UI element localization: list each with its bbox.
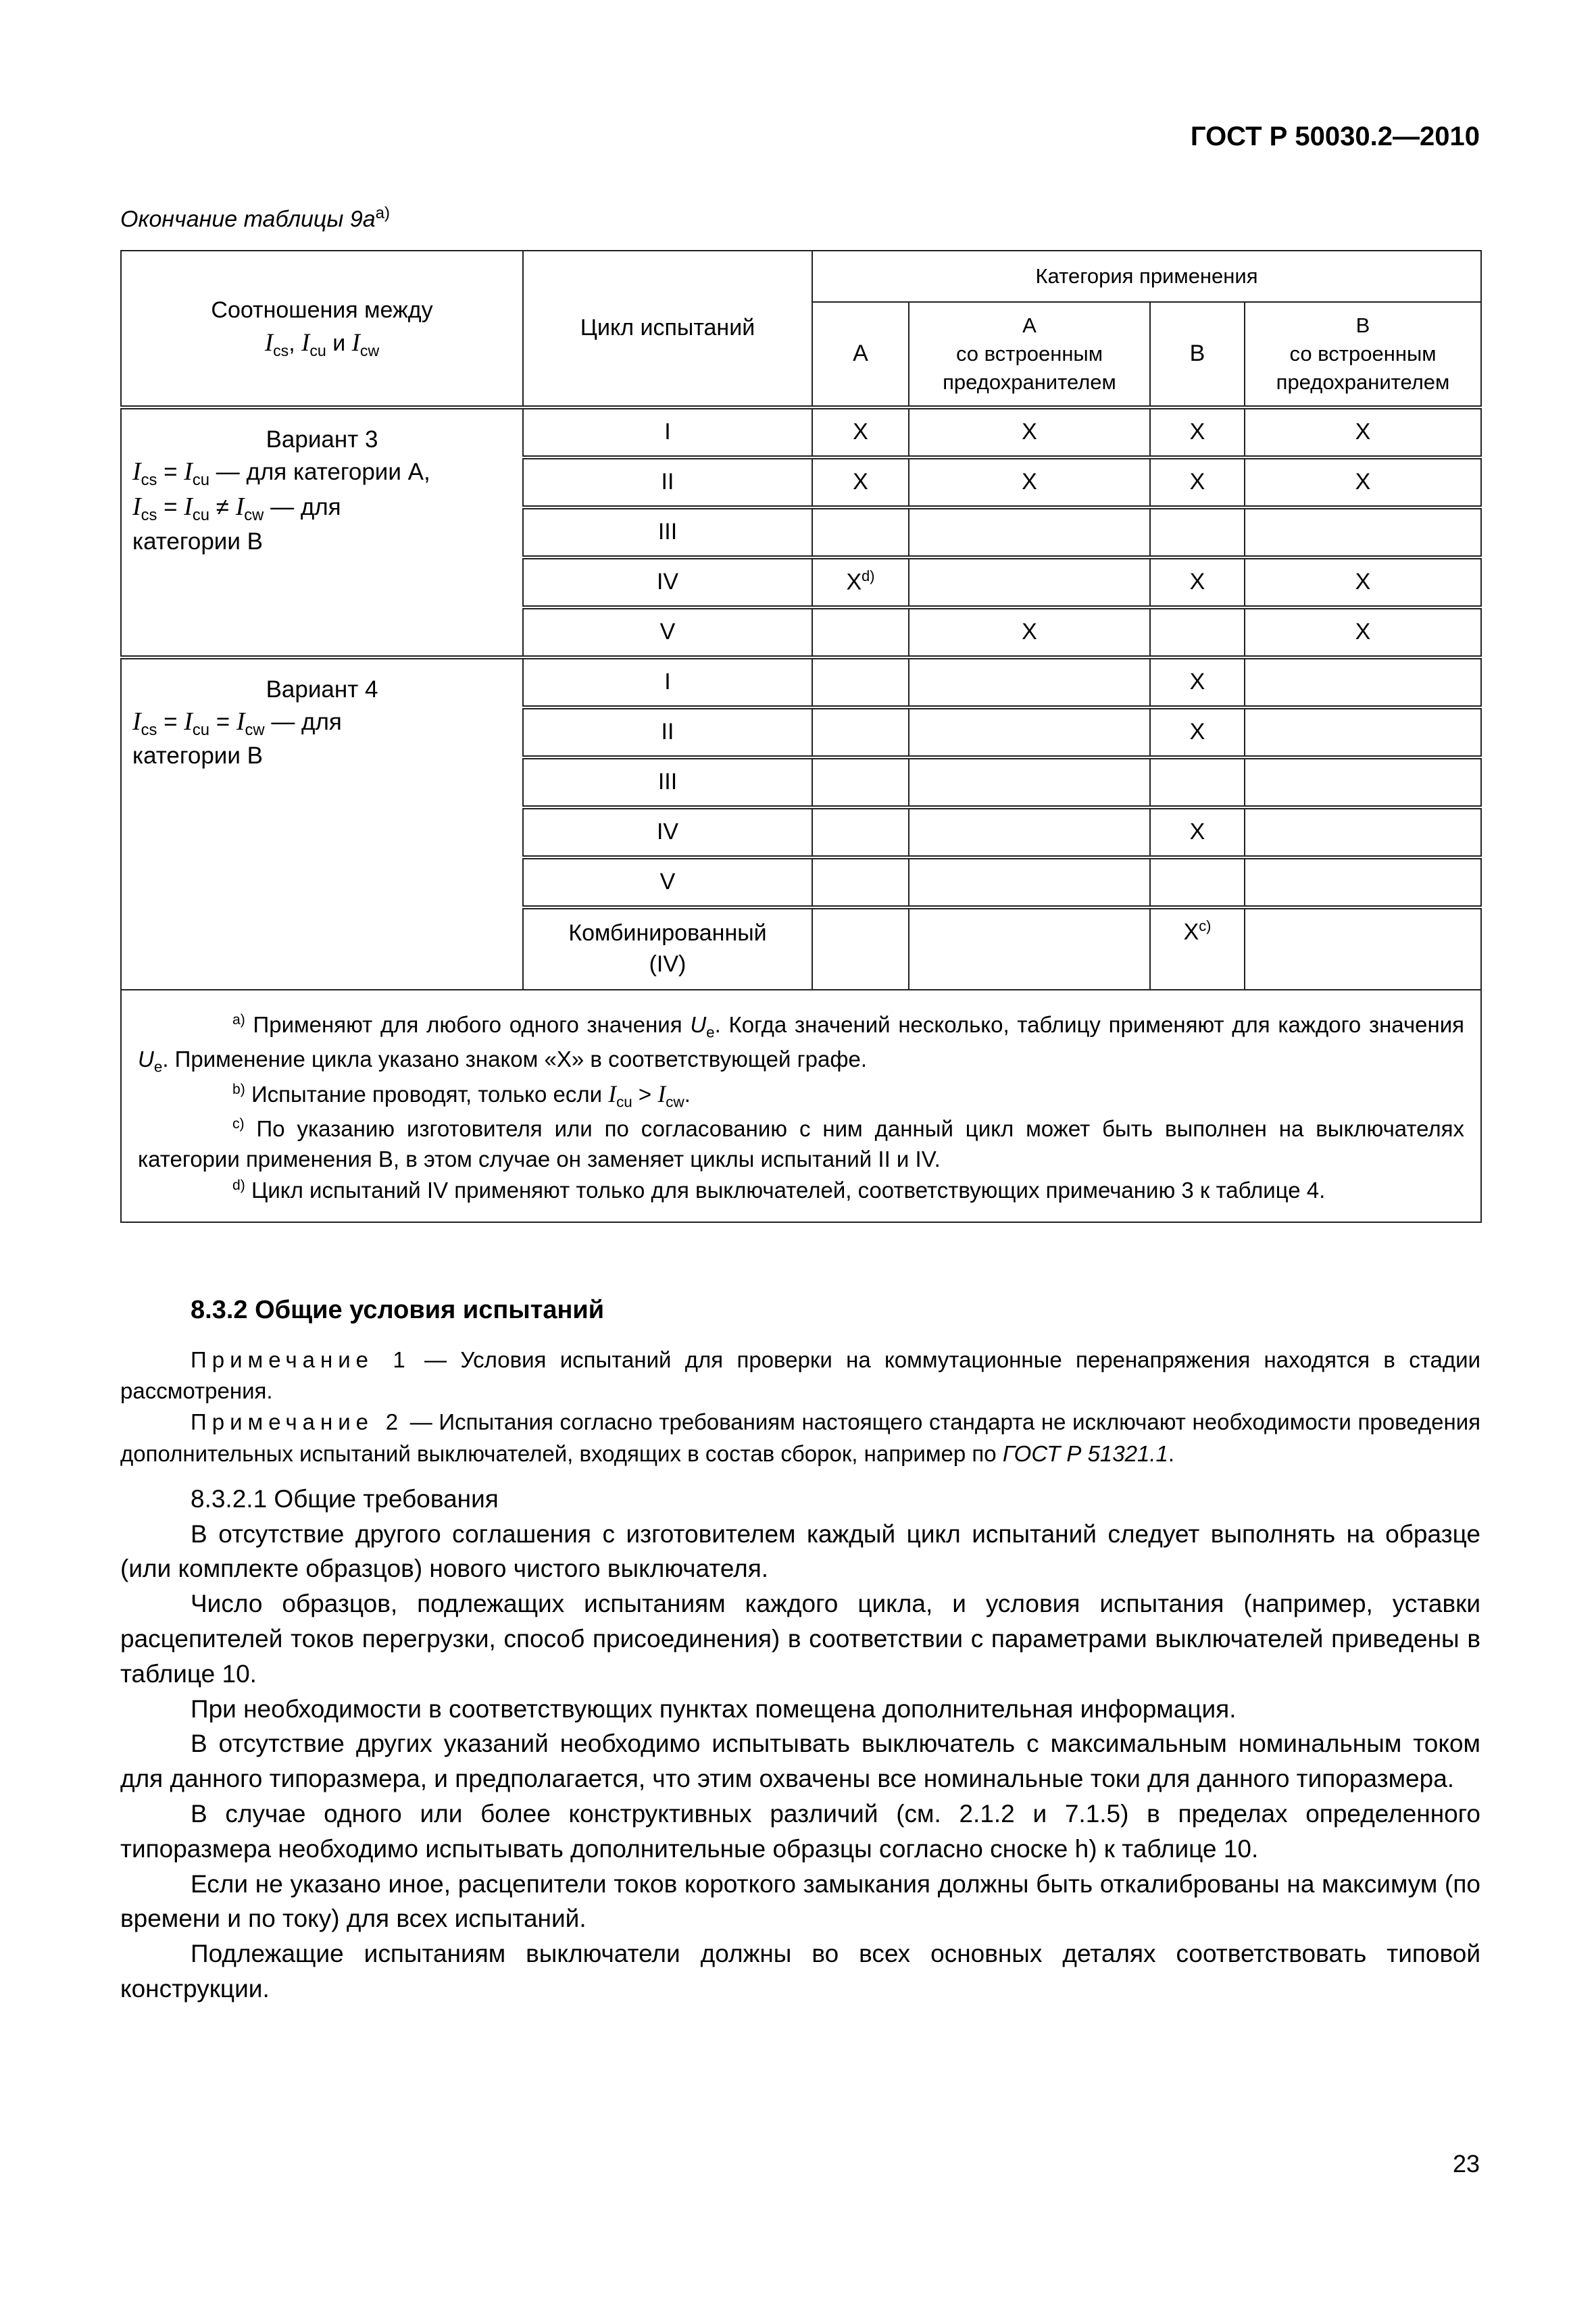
footnote-a: $^{a)}$ Применяют для любого одного значения $U_e$. Когда значений несколько, таблицу применяют для каждого значения $U_e$. Применение цикла указано знаком «X» в соответствующей графе. <box>138 1012 1465 1076</box>
table-row: V <box>121 857 1481 907</box>
variant-3-group <box>121 407 1481 657</box>
variant-4-group <box>121 657 1481 990</box>
table-row: V X X <box>121 607 1481 657</box>
document-header: ГОСТ Р 50030.2—2010 <box>1190 122 1480 151</box>
category-header: Категория применения <box>812 251 1481 302</box>
footnote-b: $^{b)}$ Испытание проводят, только если $I_{cu} > I_{cw}$. <box>232 1080 691 1111</box>
test-cycles-table <box>120 250 1482 1223</box>
section-title: 8.3.2 Общие условия испытаний <box>191 1296 605 1324</box>
footnote-c: $^{c)}$ По указанию изготовителя или по согласованию с ним данный цикл может быть выполнен на выключателях категории применения В, в этом случае он заменяет циклы испытаний II и IV. <box>138 1115 1465 1172</box>
table-row: Комбинированный (IV) $X^{c)}$ <box>121 907 1481 990</box>
variant-3-condition: Вариант 3 $I_{cs} = I_{cu}$ — для категории А, $I_{cs} = I_{cu} \ne I_{cw}$ — для категории В <box>121 407 523 657</box>
page-number: 23 <box>1452 2150 1480 2178</box>
paragraph: В отсутствие другого соглашения с изготовителем каждый цикл испытаний следует выполнять на образце (или комплекте образцов) нового чистого выключателя. <box>120 1519 1480 1583</box>
paragraph: В отсутствие других указаний необходимо испытывать выключатель с максимальным номинальным током для данного типоразмера, и предполагается, что этим охвачены все номинальные токи для данного типоразмера. <box>120 1730 1480 1793</box>
paragraph: Число образцов, подлежащих испытаниям каждого цикла, и условия испытания (например, уставки расцепителей токов перегрузки, способ присоединения) в соответствии с параметрами выключателей приведены в таблице 10. <box>120 1590 1480 1688</box>
note-1: Примечание 1 — Условия испытаний для проверки на коммутационные перенапряжения находятся в стадии рассмотрения. <box>120 1347 1480 1404</box>
section-body <box>120 1344 1480 2007</box>
variant-4-condition: Вариант 4 $I_{cs} = I_{cu} = I_{cw}$ — для категории В <box>121 657 523 990</box>
subsection-title: 8.3.2.1 Общие требования <box>191 1484 499 1513</box>
table-row: II X <box>121 707 1481 757</box>
category-a-fused-header: А со встроенным предохранителем <box>909 302 1150 407</box>
paragraph: В случае одного или более конструктивных различий (см. 2.1.2 и 7.1.5) в пределах определенного типоразмера необходимо испытывать дополнительные образцы согласно сноске h) к таблице 10. <box>120 1799 1480 1863</box>
table-row: Вариант 3 $I_{cs} = I_{cu}$ — для категории А, $I_{cs} = I_{cu} \ne I_{cw}$ — для категории В I X X X X <box>121 407 1481 457</box>
paragraph: Если не указано иное, расцепители токов короткого замыкания должны быть откалиброваны на максимум (по времени и по току) для всех испытаний. <box>120 1869 1480 1933</box>
table-row: II X X X X <box>121 457 1481 507</box>
cycle-header: Цикл испытаний <box>523 251 812 407</box>
table-row: IV $X^{d)}$ X X <box>121 557 1481 607</box>
category-b-fused-header: В со встроенным предохранителем <box>1245 302 1481 407</box>
footnote-d: $^{d)}$ Цикл испытаний IV применяют только для выключателей, соответствующих примечанию 3 к таблице 4. <box>232 1177 1326 1203</box>
table-caption: Окончание таблицы $9а^{a)}$ <box>120 204 390 232</box>
table-row: III <box>121 757 1481 807</box>
paragraph: При необходимости в соответствующих пунктах помещена дополнительная информация. <box>191 1694 1237 1723</box>
table-row: Вариант 4 $I_{cs} = I_{cu} = I_{cw}$ — для категории В I X <box>121 657 1481 707</box>
category-a-header: А <box>812 302 909 407</box>
table-header <box>121 251 1481 407</box>
table-row: IV X <box>121 807 1481 857</box>
paragraph: Подлежащие испытаниям выключатели должны во всех основных деталях соответствовать типовой конструкции. <box>120 1940 1480 2003</box>
note-2: Примечание 2 — Испытания согласно требованиям настоящего стандарта не исключают необходимости проведения дополнительных испытаний выключателей, входящих в состав сборок, например по ГОСТ Р 51321.1. <box>120 1409 1480 1466</box>
table-footnotes <box>121 990 1481 1222</box>
category-b-header: В <box>1150 302 1245 407</box>
ratio-header: Соотношения между $I_{cs}$, $I_{cu}$ и $I_{cw}$ <box>121 251 523 407</box>
table-row: III <box>121 507 1481 557</box>
